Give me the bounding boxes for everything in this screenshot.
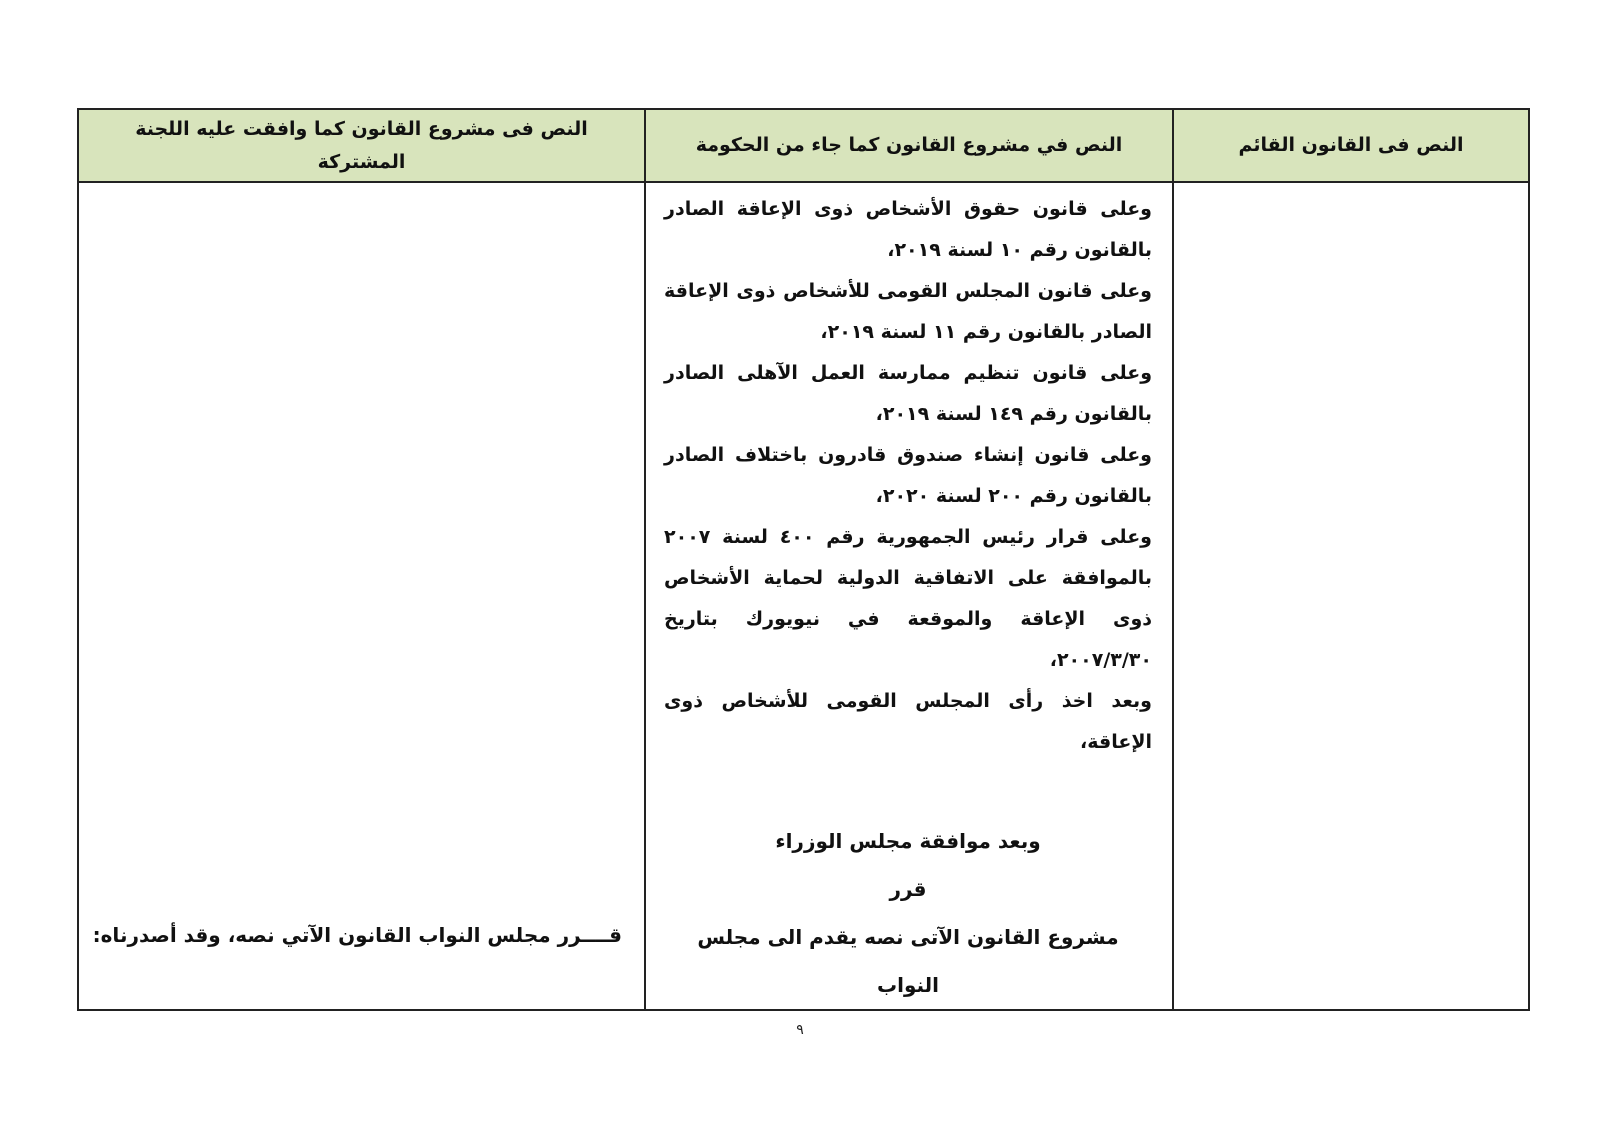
gov-paragraph: وعلى قانون تنظيم ممارسة العمل الآهلى الصادر بالقانون رقم ١٤٩ لسنة ٢٠١٩، — [664, 362, 1152, 425]
government-draft-cell — [644, 183, 1172, 1009]
cabinet-approval-line: وبعد موافقة مجلس الوزراء — [775, 829, 1041, 853]
gov-paragraph: وعلى قانون إنشاء صندوق قادرون باختلاف الصادر بالقانون رقم ٢٠٠ لسنة ٢٠٢٠، — [664, 444, 1152, 507]
committee-text-cell — [79, 183, 644, 1009]
header-government-draft: النص في مشروع القانون كما جاء من الحكومة — [644, 110, 1172, 181]
gov-paragraph: وعلى قانون حقوق الأشخاص ذوى الإعاقة الصادر بالقانون رقم ١٠ لسنة ٢٠١٩، — [664, 198, 1152, 261]
table-body-row — [79, 183, 1528, 1009]
gov-paragraph: وعلى قانون المجلس القومى للأشخاص ذوى الإعاقة الصادر بالقانون رقم ١١ لسنة ٢٠١٩، — [664, 280, 1152, 343]
page-number: ٩ — [796, 1022, 804, 1038]
table-header-row — [79, 110, 1528, 183]
comparison-table — [77, 108, 1530, 1011]
header-existing-law: النص فى القانون القائم — [1172, 110, 1528, 181]
gov-paragraph: وبعد اخذ رأى المجلس القومى للأشخاص ذوى الإعاقة، — [664, 690, 1152, 753]
decided-line: قرر — [889, 877, 927, 901]
existing-law-cell — [1172, 183, 1528, 1009]
gov-paragraph: وعلى قرار رئيس الجمهورية رقم ٤٠٠ لسنة ٢٠٠٧ بالموافقة على الاتفاقية الدولية لحماية الأشخاص ذوى الإعاقة والموقعة في نيويورك بتاريخ ٢٠٠٧/٣/٣٠، — [664, 526, 1152, 671]
committee-decree-line: قــــرر مجلس النواب القانون الآتي نصه، وقد أصدرناه: — [92, 923, 622, 947]
gov-closing-block — [664, 817, 1152, 1009]
header-committee-text: النص فى مشروع القانون كما وافقت عليه اللجنة المشتركة — [135, 118, 588, 173]
draft-submission-line: مشروع القانون الآتى نصه يقدم الى مجلس النواب — [697, 925, 1119, 997]
